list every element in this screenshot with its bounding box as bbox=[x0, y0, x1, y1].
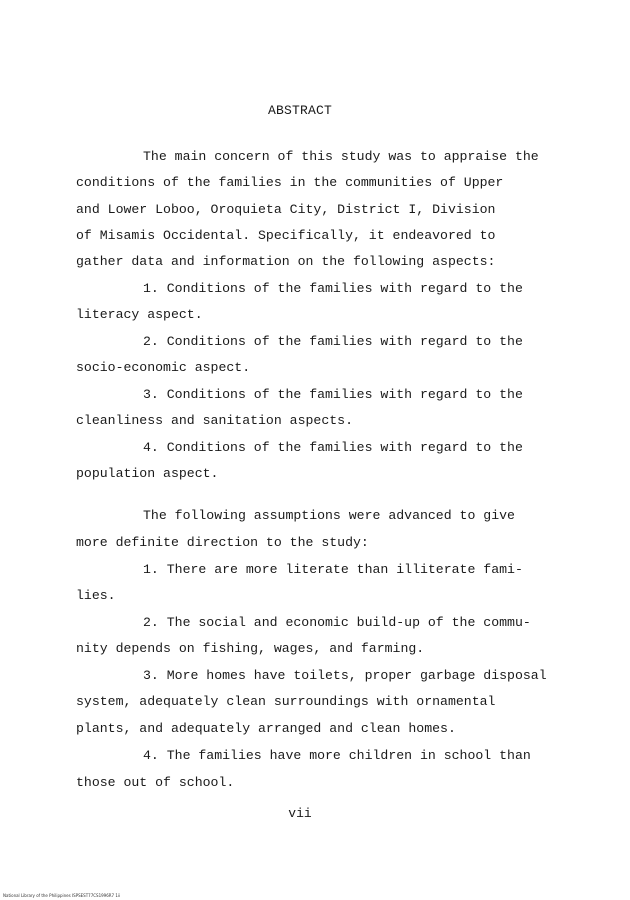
text-line: system, adequately clean surroundings with ornamental bbox=[76, 694, 496, 709]
text-line: socio-economic aspect. bbox=[76, 360, 251, 375]
footer-note: National Library of the Philippines ISPSEST77CS1996R7 1ii bbox=[3, 893, 121, 898]
text-line: 4. The families have more children in school than bbox=[143, 748, 531, 763]
text-line: 2. The social and economic build-up of the commu- bbox=[143, 615, 531, 630]
text-line: 2. Conditions of the families with regard to the bbox=[143, 334, 523, 349]
text-line: The following assumptions were advanced to give bbox=[143, 508, 515, 523]
text-line: cleanliness and sanitation aspects. bbox=[76, 413, 353, 428]
page-number: vii bbox=[288, 806, 312, 821]
text-line: 4. Conditions of the families with regard to the bbox=[143, 440, 523, 455]
text-line: nity depends on fishing, wages, and farming. bbox=[76, 641, 425, 656]
text-line: gather data and information on the following aspects: bbox=[76, 254, 496, 269]
text-line: conditions of the families in the communities of Upper bbox=[76, 175, 504, 190]
text-line: population aspect. bbox=[76, 466, 219, 481]
text-line: The main concern of this study was to appraise the bbox=[143, 149, 539, 164]
text-line: 3. Conditions of the families with regard to the bbox=[143, 387, 523, 402]
text-line: and Lower Loboo, Oroquieta City, District I, Division bbox=[76, 202, 496, 217]
text-line: more definite direction to the study: bbox=[76, 535, 369, 550]
text-line: those out of school. bbox=[76, 775, 235, 790]
text-line: 1. There are more literate than illiterate fami- bbox=[143, 562, 523, 577]
text-line: plants, and adequately arranged and clean homes. bbox=[76, 721, 456, 736]
text-line: lies. bbox=[76, 588, 116, 603]
text-line: 1. Conditions of the families with regard to the bbox=[143, 281, 523, 296]
text-line: of Misamis Occidental. Specifically, it endeavored to bbox=[76, 228, 496, 243]
text-line: 3. More homes have toilets, proper garbage disposal bbox=[143, 668, 547, 683]
abstract-title: ABSTRACT bbox=[267, 103, 332, 118]
text-line: literacy aspect. bbox=[76, 307, 203, 322]
